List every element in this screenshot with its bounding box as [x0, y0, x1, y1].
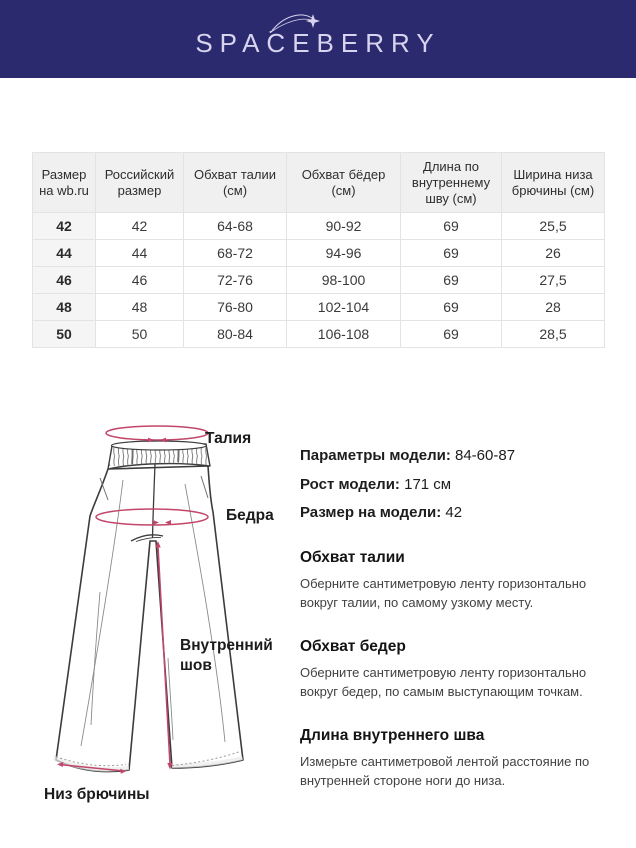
model-height-line — [300, 471, 614, 500]
model-params-label: Параметры модели: — [300, 447, 451, 464]
model-height-value: 171 см — [404, 475, 452, 493]
cell-ru-size: 50 — [96, 321, 184, 348]
guide-title-hips: Обхват бедер — [300, 637, 406, 655]
pants-diagram — [20, 400, 310, 820]
model-size-label: Размер на модели: — [300, 504, 442, 521]
col-header-wb-size: Размер на wb.ru — [33, 153, 96, 213]
guide-title-inseam: Длина внутреннего шва — [300, 726, 485, 744]
cell-ru-size: 42 — [96, 213, 184, 240]
cell-hips: 94-96 — [287, 240, 401, 267]
cell-hem: 27,5 — [502, 267, 605, 294]
col-header-waist: Обхват талии (см) — [184, 153, 287, 213]
cell-inseam: 69 — [401, 294, 502, 321]
cell-waist: 76-80 — [184, 294, 287, 321]
cell-hips: 102-104 — [287, 294, 401, 321]
cell-wb-size: 42 — [33, 213, 96, 240]
guide-section-hips — [300, 638, 614, 702]
cell-hem: 26 — [502, 240, 605, 267]
guide-section-inseam — [300, 727, 614, 791]
cell-wb-size: 48 — [33, 294, 96, 321]
hem-label: Низ брючины — [44, 786, 150, 803]
cell-hips: 90-92 — [287, 213, 401, 240]
cell-waist: 64-68 — [184, 213, 287, 240]
cell-ru-size: 46 — [96, 267, 184, 294]
table-row — [33, 240, 605, 267]
table-header-row — [33, 153, 605, 213]
cell-inseam: 69 — [401, 240, 502, 267]
table-row — [33, 294, 605, 321]
cell-ru-size: 48 — [96, 294, 184, 321]
waist-label: Талия — [205, 430, 252, 447]
model-params-value: 84-60-87 — [455, 447, 516, 464]
brand-header — [0, 0, 636, 78]
guide-text-waist: Оберните сантиметровую ленту горизонтально вокруг талии, по самому узкому месту. — [300, 575, 587, 610]
hips-label: Бедра — [226, 507, 274, 524]
model-height-label: Рост модели: — [300, 475, 400, 493]
col-header-hips: Обхват бёдер (см) — [287, 153, 401, 213]
cell-waist: 80-84 — [184, 321, 287, 348]
guide-text-hips: Оберните сантиметровую ленту горизонтально вокруг бедер, по самым выступающим точкам. — [300, 664, 587, 699]
cell-waist: 72-76 — [184, 267, 287, 294]
cell-wb-size: 46 — [33, 267, 96, 294]
cell-hem: 25,5 — [502, 213, 605, 240]
cell-wb-size: 44 — [33, 240, 96, 267]
model-size-line — [300, 499, 614, 528]
table-row — [33, 213, 605, 240]
size-table-header — [33, 153, 605, 213]
cell-inseam: 69 — [401, 267, 502, 294]
brand-logo — [0, 0, 636, 78]
table-row — [33, 321, 605, 348]
cell-hips: 98-100 — [287, 267, 401, 294]
col-header-ru-size: Российский размер — [96, 153, 184, 213]
cell-waist: 68-72 — [184, 240, 287, 267]
brand-logo-text: SPACEBERRY — [195, 27, 441, 58]
col-header-hem-width: Ширина низа брючины (см) — [502, 153, 605, 213]
guide-section-waist — [300, 549, 614, 613]
col-header-inseam-length: Длина по внутреннему шву (см) — [401, 153, 502, 213]
guide-text-inseam: Измерьте сантиметровой лентой расстояние по внутренней стороне ноги до низа. — [300, 753, 590, 788]
cell-hips: 106-108 — [287, 321, 401, 348]
model-params-line — [300, 442, 614, 471]
guide-title-waist: Обхват талии — [300, 548, 405, 566]
size-table — [32, 152, 605, 348]
cell-inseam: 69 — [401, 213, 502, 240]
inseam-label: Внутренний шов — [180, 637, 273, 674]
model-size-value: 42 — [445, 504, 463, 521]
cell-hem: 28 — [502, 294, 605, 321]
table-row — [33, 267, 605, 294]
info-column — [300, 442, 614, 791]
cell-wb-size: 50 — [33, 321, 96, 348]
cell-inseam: 69 — [401, 321, 502, 348]
cell-hem: 28,5 — [502, 321, 605, 348]
cell-ru-size: 44 — [96, 240, 184, 267]
